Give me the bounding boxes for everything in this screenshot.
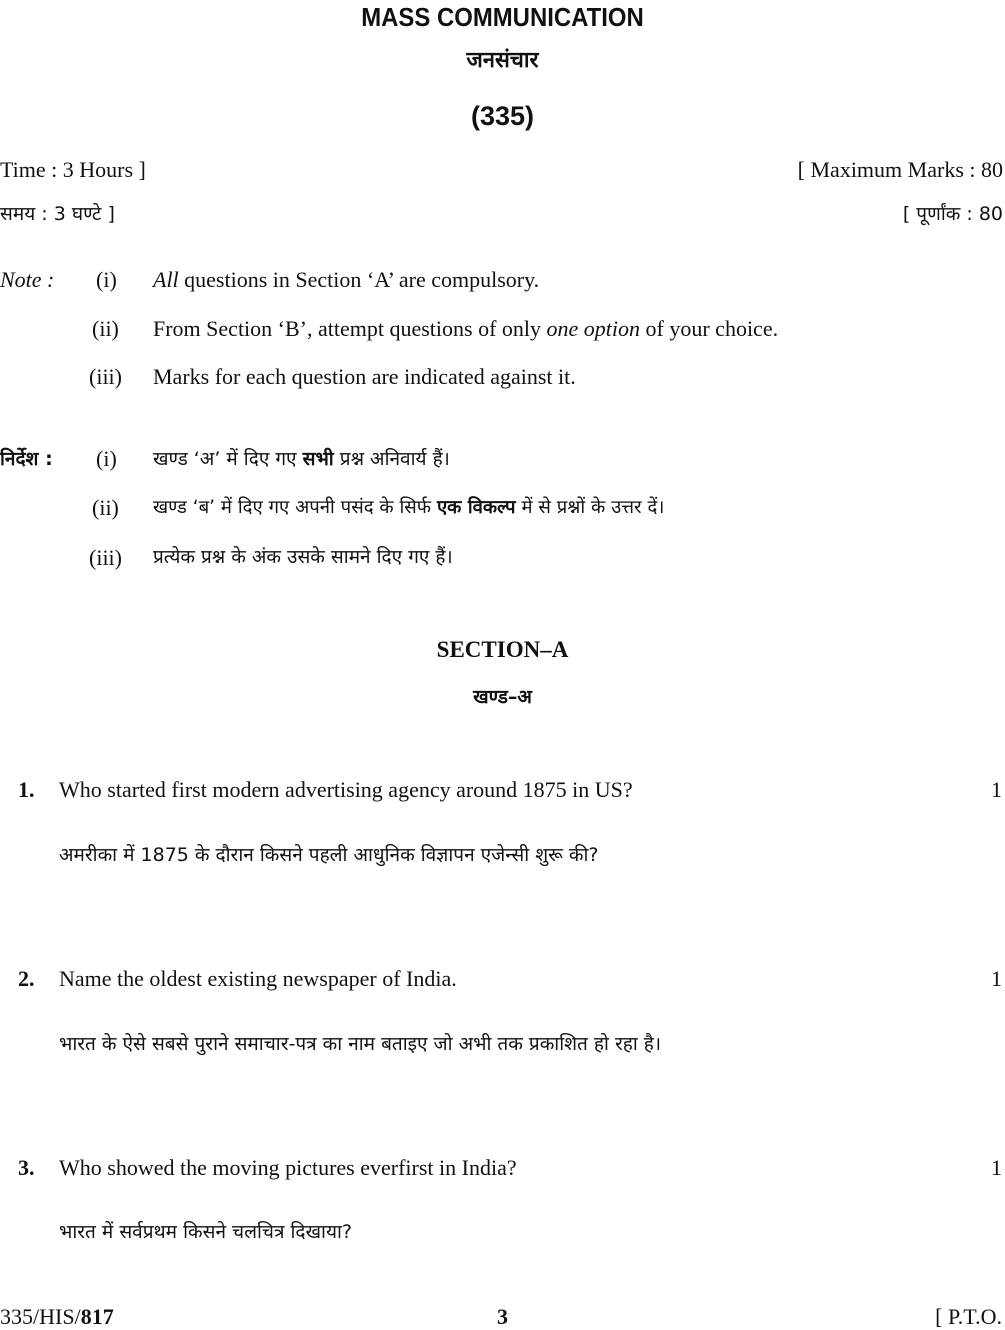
question-marks: 1	[991, 1155, 1002, 1180]
paper-code-number: 817	[80, 1304, 114, 1329]
question-marks: 1	[991, 777, 1002, 802]
question-number: 1.	[18, 777, 35, 802]
note-text: of your choice.	[640, 316, 779, 341]
note-item-number: (iii)	[89, 364, 122, 389]
nirdesh-label: निर्देश :	[0, 448, 53, 470]
nirdesh-item-text	[153, 494, 664, 519]
nirdesh-item-text: प्रत्येक प्रश्न के अंक उसके सामने दिए गए हैं।	[153, 546, 453, 568]
note-label: Note :	[0, 267, 55, 292]
note-item-number: (ii)	[92, 316, 119, 341]
note-item-text: Marks for each question are indicated against it.	[153, 364, 576, 389]
question-text-english: Who showed the moving pictures everfirst in India?	[59, 1155, 517, 1180]
note-item-text	[153, 267, 539, 293]
question-number: 2.	[18, 966, 35, 991]
max-marks-hindi: [ पूर्णांक : 80	[902, 203, 1003, 225]
question-marks: 1	[991, 966, 1002, 991]
subject-code: (335)	[470, 101, 535, 131]
paper-code-prefix: 335/HIS/	[0, 1304, 81, 1329]
subject-title-hindi: जनसंचार	[466, 48, 539, 73]
nirdesh-item-text	[153, 445, 450, 471]
nirdesh-emphasis: एक विकल्प	[436, 497, 516, 518]
question-text-english: Who started first modern advertising agency around 1875 in US?	[59, 777, 633, 802]
note-text: From Section ‘B’, attempt questions of only	[153, 316, 547, 341]
nirdesh-text: खण्ड ‘अ’ में दिए गए	[153, 448, 303, 470]
note-emphasis: All	[153, 267, 179, 292]
question-text-hindi: अमरीका में 1875 के दौरान किसने पहली आधुनिक विज्ञापन एजेन्सी शुरू की?	[59, 844, 599, 866]
pto-label: [ P.T.O.	[935, 1304, 1002, 1329]
time-hindi: समय : 3 घण्टे ]	[0, 203, 115, 225]
question-text-hindi: भारत में सर्वप्रथम किसने चलचित्र दिखाया?	[59, 1221, 352, 1243]
note-text: questions in Section ‘A’ are compulsory.	[178, 267, 540, 292]
time-english: Time : 3 Hours ]	[0, 157, 146, 182]
question-text-hindi: भारत के ऐसे सबसे पुराने समाचार-पत्र का नाम बताइए जो अभी तक प्रकाशित हो रहा है।	[59, 1033, 662, 1055]
section-title-hindi: खण्ड–अ	[473, 686, 532, 708]
question-text-english: Name the oldest existing newspaper of India.	[59, 966, 457, 991]
page-number: 3	[497, 1304, 508, 1329]
nirdesh-item-number: (i)	[96, 446, 117, 471]
nirdesh-text: खण्ड ‘ब’ में दिए गए अपनी पसंद के सिर्फ	[153, 497, 437, 518]
nirdesh-item-number: (ii)	[92, 495, 119, 520]
note-emphasis: one option	[546, 316, 641, 341]
note-item-number: (i)	[96, 267, 117, 292]
nirdesh-item-number: (iii)	[89, 545, 122, 570]
subject-title-english: MASS COMMUNICATION	[361, 2, 644, 32]
nirdesh-text: प्रश्न अनिवार्य हैं।	[333, 448, 450, 470]
question-number: 3.	[18, 1155, 35, 1180]
note-item-text	[153, 316, 778, 342]
nirdesh-text: में से प्रश्नों के उत्तर दें।	[515, 497, 665, 518]
nirdesh-emphasis: सभी	[302, 448, 334, 470]
section-title-english: SECTION–A	[436, 637, 569, 662]
max-marks-english: [ Maximum Marks : 80	[797, 157, 1003, 182]
